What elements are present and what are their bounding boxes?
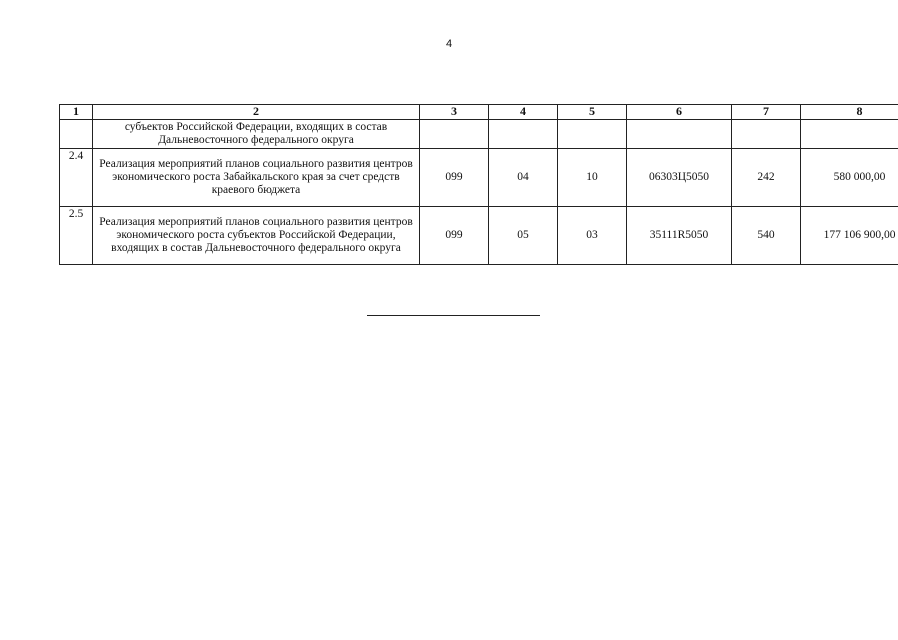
cell-col3: [420, 120, 489, 149]
cell-col7: 540: [732, 207, 801, 265]
cell-col7: [732, 120, 801, 149]
page-number: 4: [445, 38, 453, 50]
cell-col4: [489, 120, 558, 149]
cell-col6: 35111R5050: [627, 207, 732, 265]
cell-col3: 099: [420, 149, 489, 207]
cell-col6: [627, 120, 732, 149]
cell-col8: [801, 120, 898, 149]
column-header-3: 3: [420, 105, 489, 120]
column-header-2: 2: [93, 105, 420, 120]
row-description: субъектов Российской Федерации, входящих в состав Дальневосточного федерального округа: [93, 120, 420, 149]
end-of-document-rule: [367, 315, 540, 316]
cell-col5: 03: [558, 207, 627, 265]
column-header-7: 7: [732, 105, 801, 120]
column-header-5: 5: [558, 105, 627, 120]
row-number: 2.5: [60, 207, 93, 265]
cell-col7: 242: [732, 149, 801, 207]
budget-table: [59, 104, 898, 265]
cell-col4: 04: [489, 149, 558, 207]
row-number: [60, 120, 93, 149]
column-header-4: 4: [489, 105, 558, 120]
table-row: [60, 207, 898, 265]
column-header-1: 1: [60, 105, 93, 120]
row-description: Реализация мероприятий планов социального развития центров экономического роста Забайкальского края за счет средств краевого бюджета: [93, 149, 420, 207]
row-description: Реализация мероприятий планов социального развития центров экономического роста субъектов Российской Федерации, входящих в состав Дальневосточного федерального округа: [93, 207, 420, 265]
cell-col8: 177 106 900,00: [801, 207, 898, 265]
cell-col4: 05: [489, 207, 558, 265]
cell-col8: 580 000,00: [801, 149, 898, 207]
cell-col5: [558, 120, 627, 149]
cell-col5: 10: [558, 149, 627, 207]
row-number: 2.4: [60, 149, 93, 207]
column-header-8: 8: [801, 105, 898, 120]
cell-col3: 099: [420, 207, 489, 265]
cell-col6: 06303Ц5050: [627, 149, 732, 207]
table-row: [60, 149, 898, 207]
column-header-6: 6: [627, 105, 732, 120]
table-row: [60, 120, 898, 149]
table-header-row: [60, 105, 898, 120]
